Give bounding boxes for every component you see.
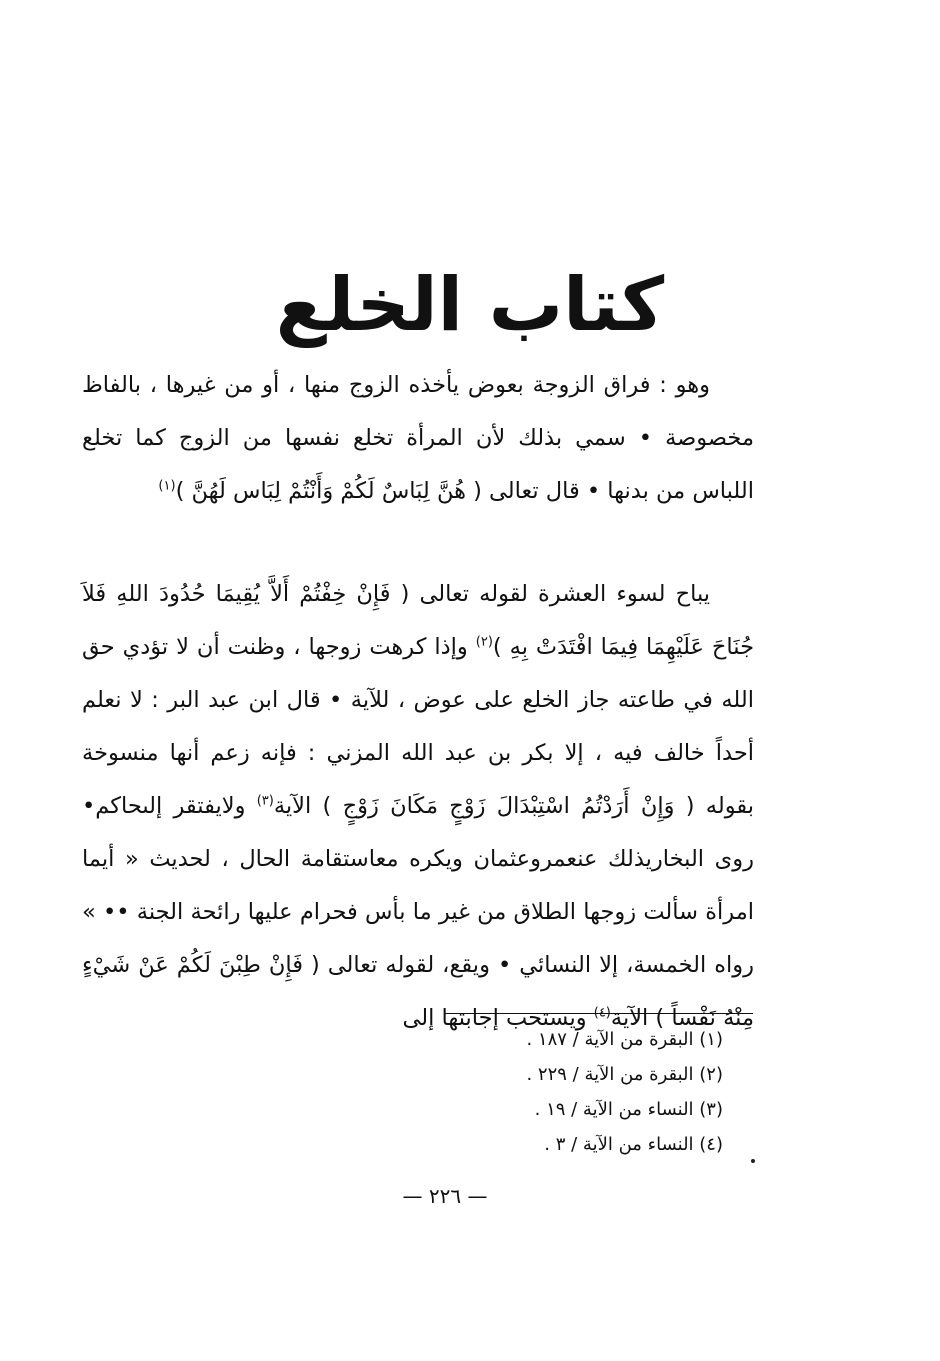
footnote-reference: (٣)	[256, 793, 274, 809]
footnote-item: (٢) البقرة من الآية / ٢٢٩ .	[526, 1064, 723, 1085]
footnote-item: (٣) النساء من الآية / ١٩ .	[534, 1099, 723, 1120]
footnote-item: (١) البقرة من الآية / ١٨٧ .	[526, 1029, 723, 1050]
paragraph-text: وهو : فراق الزوجة بعوض يأخذه الزوج منها ، أو من غيرها ، بالفاظ مخصوصة • سمي بذلك لأن المرأة تخلع نفسها من الزوج كما تخلع اللباس من بدنها • قال تعالى ( هُنَّ لِبَاسٌ لَكُمْ وَأَنْتُمْ لِبَاس لَهُنَّ )	[82, 372, 754, 504]
paragraph-2	[82, 568, 754, 1045]
footnote-reference: (١)	[158, 478, 176, 494]
paragraph-text: يباح لسوء العشرة لقوله تعالى ( فَإِنْ خِفْتُمْ أَلاَّ يُقِيمَا حُدُودَ اللهِ فَلاَ جُنَاحَ عَلَيْهِمَا فِيمَا افْتَدَتْ بِهِ )	[82, 581, 754, 660]
page-number: — ٢٢٦ —	[402, 1184, 488, 1208]
footnote-reference: (٢)	[475, 634, 493, 650]
chapter-title: كتاب الخلع	[275, 262, 665, 348]
footnote-item: (٤) النساء من الآية / ٣ .	[544, 1134, 723, 1155]
paragraph-text: ولايفتقر إلىحاكم• روى البخاريذلك عنعمروعثمان ويكره معاستقامة الحال ، لحديث « أيما امرأة سألت زوجها الطلاق من غير ما بأس فحرام عليها رائحة الجنة •• » رواه الخمسة، إلا النسائي • ويقع، لقوله تعالى ( فَإِنْ طِبْنَ لَكُمْ عَنْ شَيْءٍ مِنْهُ نَفْساً ) الآية	[82, 793, 754, 1031]
footnotes-list	[445, 1022, 723, 1162]
paragraph-text: وإذا كرهت زوجها ، وظنت أن لا تؤدي حق الله في طاعته جاز الخلع على عوض ، للآية • قال ابن عبد البر : لا نعلم أحداً خالف فيه ، إلا بكر بن عبد الله المزني : فإنه زعم أنها منسوخة بقوله ( وَإِنْ أَرَدْتُمُ اسْتِبْدَالَ زَوْجٍ مَكَانَ زَوْجٍ ) الآية	[82, 634, 754, 819]
footnote-reference: (٤)	[593, 1005, 611, 1021]
print-speck	[751, 1159, 755, 1163]
footnote-divider	[445, 1013, 753, 1014]
paragraph-1	[82, 359, 754, 518]
paragraph-text: ويستحب إجابتها إلى	[402, 1005, 594, 1031]
